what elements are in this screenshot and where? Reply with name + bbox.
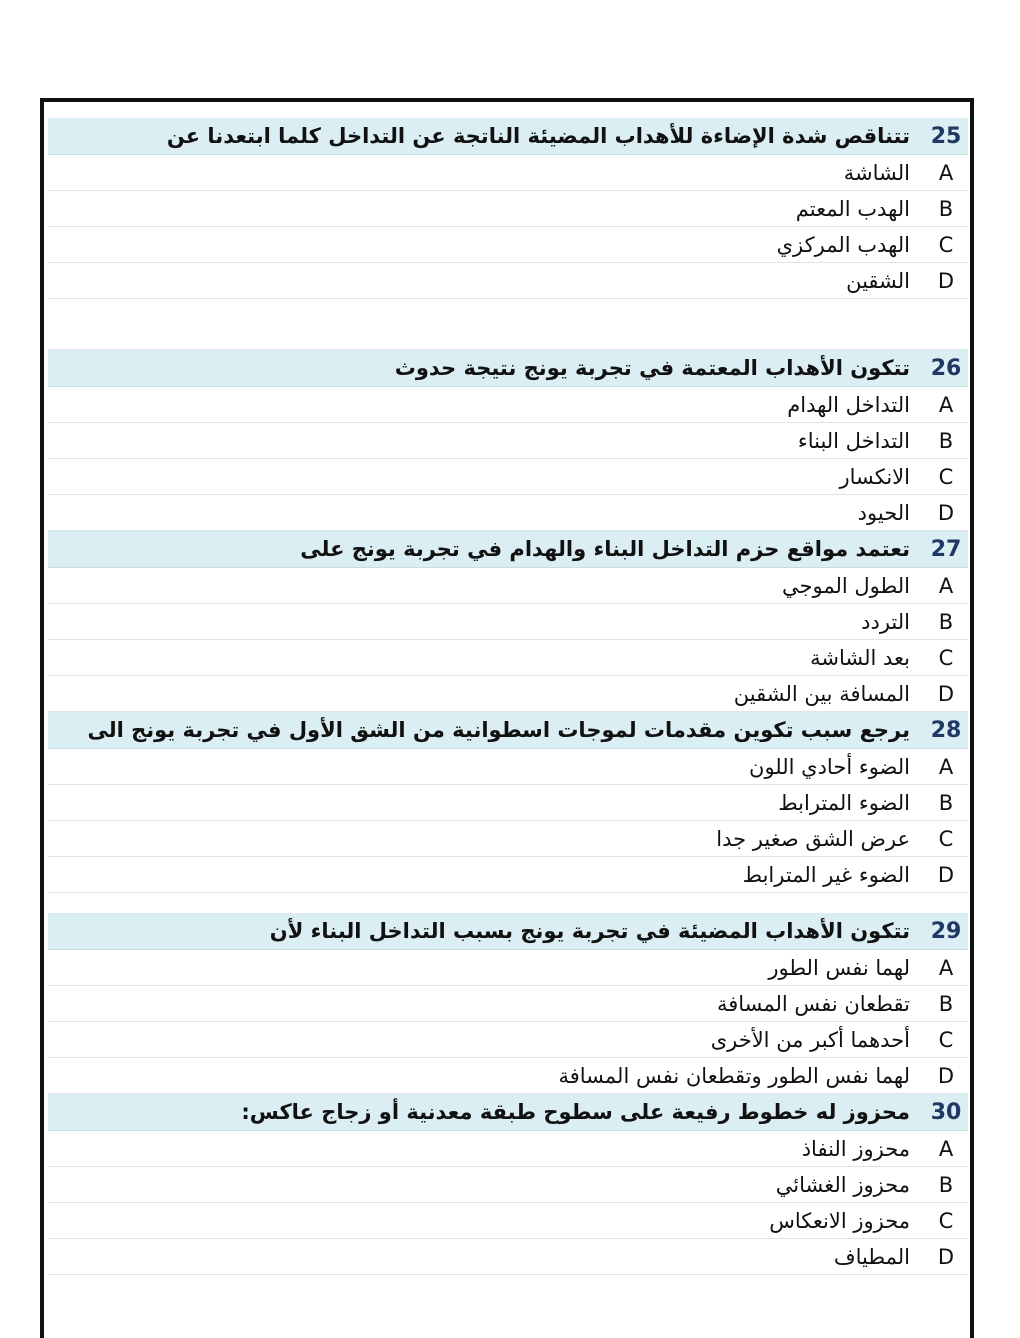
option-text: محزوز النفاذ	[801, 1136, 910, 1161]
option-row	[48, 1131, 968, 1167]
option-letter: A	[938, 1136, 954, 1161]
quiz-table	[48, 118, 968, 1275]
option-letter: A	[938, 754, 954, 779]
option-letter: A	[938, 955, 954, 980]
option-row	[48, 986, 968, 1022]
option-letter: C	[938, 232, 954, 257]
option-letter: D	[937, 500, 955, 525]
question-row	[48, 913, 968, 950]
option-row	[48, 263, 968, 299]
option-text: التداخل البناء	[797, 428, 910, 453]
option-text: الضوء المترابط	[778, 790, 910, 815]
question-text: تتكون الأهداب المعتمة في تجربة يونج نتيجة حدوث	[394, 356, 910, 380]
option-row	[48, 387, 968, 423]
option-letter: B	[938, 1172, 954, 1197]
option-text: الضوء أحادي اللون	[749, 754, 910, 779]
option-row	[48, 604, 968, 640]
option-text: لهما نفس الطور	[768, 955, 910, 980]
question-row	[48, 118, 968, 155]
option-letter: C	[938, 464, 954, 489]
question-row	[48, 350, 968, 387]
option-text: تقطعان نفس المسافة	[716, 991, 910, 1016]
option-letter: D	[937, 1244, 955, 1269]
option-letter: D	[937, 268, 955, 293]
option-text: الطول الموجي	[782, 573, 910, 598]
question-row	[48, 531, 968, 568]
option-letter: B	[938, 196, 954, 221]
option-letter: C	[938, 1027, 954, 1052]
question-text: تتناقص شدة الإضاءة للأهداب المضيئة الناتجة عن التداخل كلما ابتعدنا عن	[166, 124, 910, 148]
option-text: بعد الشاشة	[810, 645, 910, 670]
question-number: 28	[930, 717, 962, 743]
option-letter: A	[938, 160, 954, 185]
option-row	[48, 155, 968, 191]
option-letter: D	[937, 681, 955, 706]
option-text: محزوز الانعكاس	[769, 1208, 910, 1233]
question-number: 25	[930, 123, 962, 149]
option-row	[48, 640, 968, 676]
option-row	[48, 821, 968, 857]
option-row	[48, 785, 968, 821]
option-text: التداخل الهدام	[787, 392, 910, 417]
option-letter: B	[938, 428, 954, 453]
question-text: يرجع سبب تكوين مقدمات لموجات اسطوانية من الشق الأول في تجربة يونج الى	[87, 718, 910, 742]
option-row	[48, 749, 968, 785]
option-letter: C	[938, 1208, 954, 1233]
option-row	[48, 857, 968, 893]
option-text: الهدب المركزي	[776, 232, 910, 257]
option-text: الهدب المعتم	[795, 196, 910, 221]
option-row	[48, 1203, 968, 1239]
option-text: التردد	[861, 609, 910, 634]
option-row	[48, 227, 968, 263]
option-letter: B	[938, 991, 954, 1016]
option-text: المسافة بين الشقين	[733, 681, 910, 706]
question-text: محزوز له خطوط رفيعة على سطوح طبقة معدنية أو زجاج عاكس:	[241, 1100, 910, 1124]
question-number: 27	[930, 536, 962, 562]
option-letter: C	[938, 826, 954, 851]
option-letter: A	[938, 573, 954, 598]
option-text: محزوز الغشائي	[775, 1172, 910, 1197]
option-text: لهما نفس الطور وتقطعان نفس المسافة	[558, 1063, 910, 1088]
option-letter: D	[937, 862, 955, 887]
option-text: أحدهما أكبر من الأخرى	[710, 1027, 910, 1052]
option-row	[48, 1022, 968, 1058]
question-number: 26	[930, 355, 962, 381]
option-row	[48, 568, 968, 604]
option-row	[48, 459, 968, 495]
row-spacer	[48, 893, 968, 913]
question-text: تعتمد مواقع حزم التداخل البناء والهدام في تجربة يونج على	[300, 537, 910, 561]
option-text: عرض الشق صغير جدا	[716, 826, 910, 851]
question-row	[48, 712, 968, 749]
option-letter: C	[938, 645, 954, 670]
option-text: الانكسار	[839, 464, 910, 489]
option-text: المطياف	[833, 1244, 910, 1269]
option-row	[48, 950, 968, 986]
option-letter: D	[937, 1063, 955, 1088]
option-row	[48, 1058, 968, 1094]
option-row	[48, 423, 968, 459]
option-text: الشاشة	[843, 160, 910, 185]
option-row	[48, 676, 968, 712]
option-letter: B	[938, 790, 954, 815]
question-row	[48, 1094, 968, 1131]
option-row	[48, 191, 968, 227]
option-text: الحيود	[857, 500, 910, 525]
option-row	[48, 1239, 968, 1275]
option-letter: A	[938, 392, 954, 417]
option-letter: B	[938, 609, 954, 634]
option-row	[48, 1167, 968, 1203]
option-row	[48, 495, 968, 531]
row-spacer	[48, 299, 968, 350]
question-text: تتكون الأهداب المضيئة في تجربة يونج بسبب التداخل البناء لأن	[269, 919, 910, 943]
question-number: 30	[930, 1099, 962, 1125]
option-text: الشقين	[846, 268, 910, 293]
option-text: الضوء غير المترابط	[742, 862, 910, 887]
question-number: 29	[930, 918, 962, 944]
